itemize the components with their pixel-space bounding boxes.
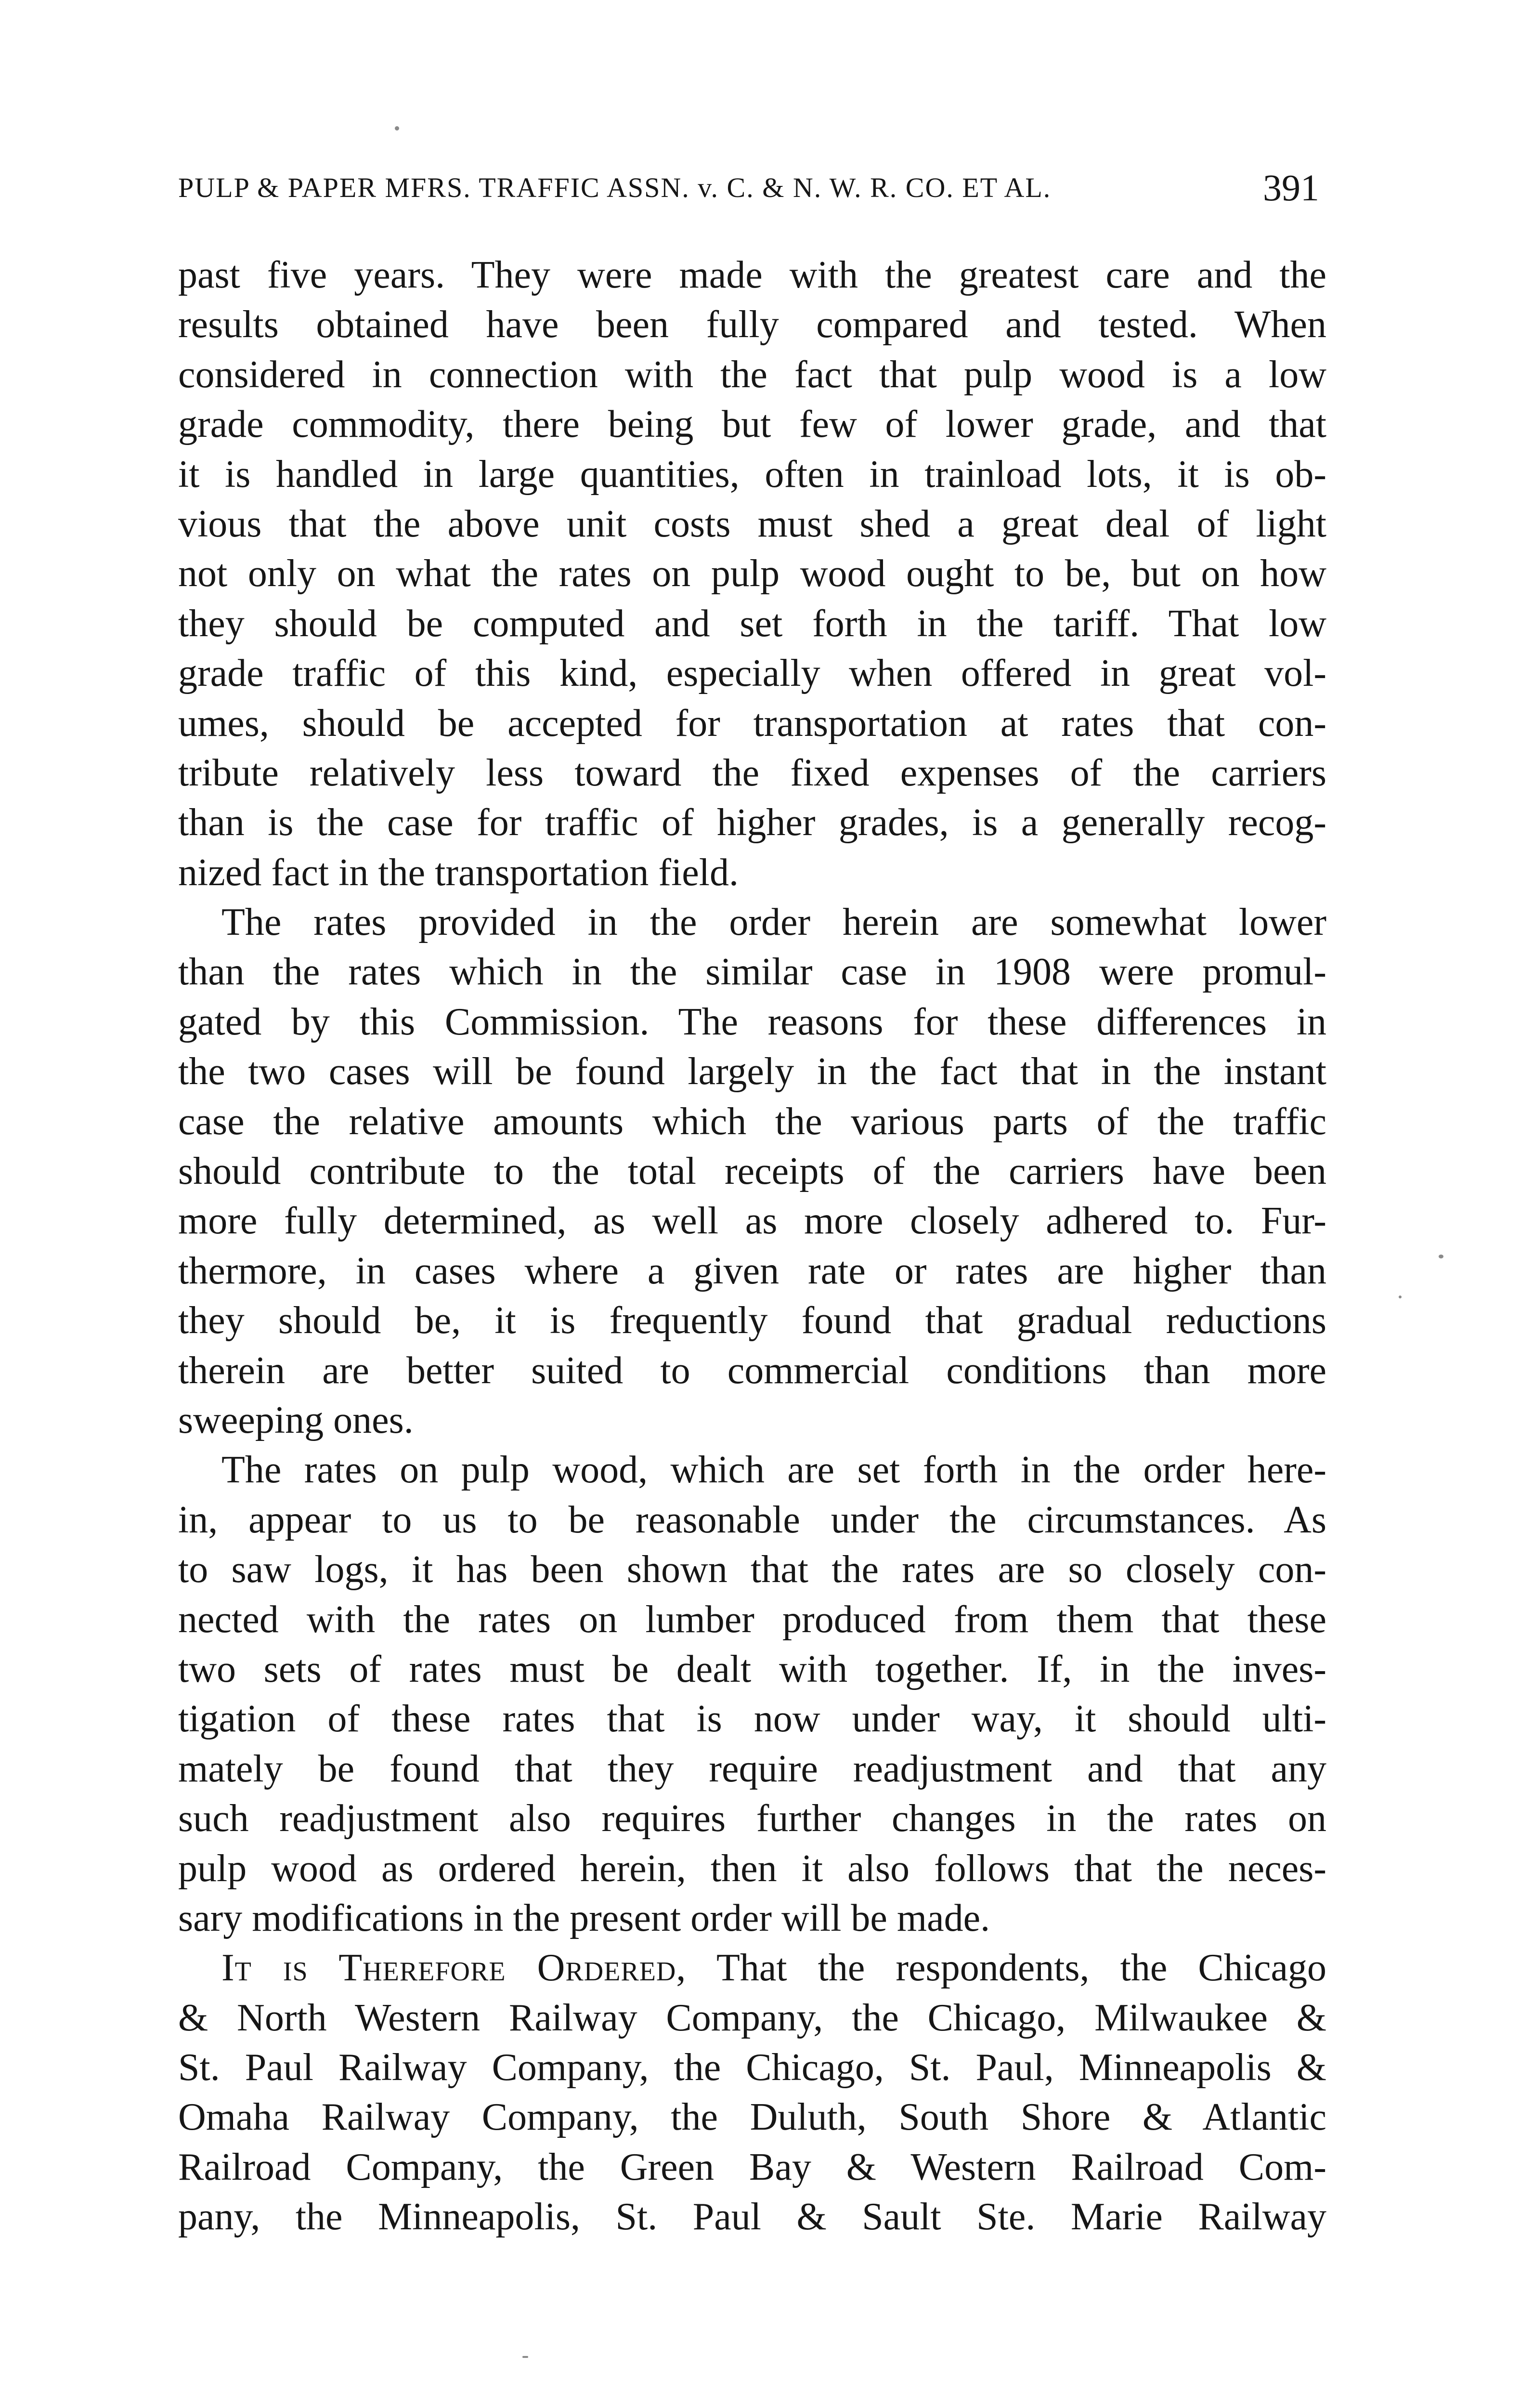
text-line: St. Paul Railway Company, the Chicago, St. Paul, Minneapolis & <box>178 2046 1326 2089</box>
text-line: pulp wood as ordered herein, then it also follows that the neces- <box>178 1847 1326 1890</box>
text-line: in, appear to us to be reasonable under the circumstances. As <box>178 1498 1326 1541</box>
text-line: past five years. They were made with the greatest care and the <box>178 254 1326 296</box>
page-number: 391 <box>1263 167 1319 209</box>
text-line: nected with the rates on lumber produced from them that these <box>178 1598 1326 1641</box>
text-line: should contribute to the total receipts of the carriers have been <box>178 1150 1326 1193</box>
text-line: the two cases will be found largely in the fact that in the instant <box>178 1050 1326 1093</box>
text-line: sary modifications in the present order will be made. <box>178 1897 990 1939</box>
text-line: grade traffic of this kind, especially when offered in great vol- <box>178 652 1326 695</box>
text-line: two sets of rates must be dealt with together. If, in the inves- <box>178 1648 1326 1690</box>
text-line: pany, the Minneapolis, St. Paul & Sault Ste. Marie Railway <box>178 2196 1326 2238</box>
text-line: they should be computed and set forth in the tariff. That low <box>178 602 1326 645</box>
order-text: That the respondents, the Chicago <box>716 1947 1326 1989</box>
text-line: umes, should be accepted for transportation at rates that con- <box>178 702 1326 745</box>
text-line: considered in connection with the fact that pulp wood is a low <box>178 353 1326 396</box>
text-line: results obtained have been fully compared and tested. When <box>178 303 1326 346</box>
text-line: to saw logs, it has been shown that the rates are so closely con- <box>178 1548 1326 1591</box>
text-line: case the relative amounts which the various parts of the traffic <box>178 1100 1326 1143</box>
text-line: Omaha Railway Company, the Duluth, South Shore & Atlantic <box>178 2096 1326 2139</box>
text-line: gated by this Commission. The reasons for these differences in <box>178 1000 1326 1043</box>
scan-speck <box>1439 1255 1443 1258</box>
scan-speck <box>1399 1296 1402 1298</box>
text-line: therein are better suited to commercial conditions than more <box>178 1349 1326 1392</box>
text-line: they should be, it is frequently found that gradual reductions <box>178 1299 1326 1342</box>
running-header <box>178 159 1319 217</box>
text-line: tigation of these rates that is now under way, it should ulti- <box>178 1698 1326 1741</box>
scan-speck <box>522 2356 528 2358</box>
text-line: thermore, in cases where a given rate or rates are higher than <box>178 1249 1326 1292</box>
text-line: vious that the above unit costs must shed a great deal of light <box>178 502 1326 545</box>
scan-speck <box>395 126 399 131</box>
text-line: not only on what the rates on pulp wood ought to be, but on how <box>178 552 1326 595</box>
paragraph-start-line: The rates provided in the order herein are somewhat lower <box>221 901 1326 944</box>
text-line: than the rates which in the similar case in 1908 were promul- <box>178 951 1326 994</box>
text-line: grade commodity, there being but few of lower grade, and that <box>178 403 1326 446</box>
running-title: PULP & PAPER MFRS. TRAFFIC ASSN. v. C. & N. W. R. CO. ET AL. <box>178 172 1052 203</box>
paragraph-start-line: The rates on pulp wood, which are set forth in the order here- <box>221 1449 1326 1492</box>
text-line: sweeping ones. <box>178 1399 414 1441</box>
text-line: & North Western Railway Company, the Chicago, Milwaukee & <box>178 1996 1326 2039</box>
text-line: than is the case for traffic of higher grades, is a generally recog- <box>178 801 1326 844</box>
order-lead-phrase: It is Therefore Ordered, <box>221 1947 687 1989</box>
text-line: mately be found that they require readjustment and that any <box>178 1747 1326 1790</box>
text-line: Railroad Company, the Green Bay & Western Railroad Com- <box>178 2146 1326 2188</box>
body-text <box>178 250 1326 2242</box>
text-line: more fully determined, as well as more closely adhered to. Fur- <box>178 1200 1326 1243</box>
text-line: it is handled in large quantities, often in trainload lots, it is ob- <box>178 453 1326 496</box>
text-line: such readjustment also requires further changes in the rates on <box>178 1797 1326 1840</box>
text-line: nized fact in the transportation field. <box>178 851 739 894</box>
text-line: tribute relatively less toward the fixed expenses of the carriers <box>178 751 1326 794</box>
order-paragraph-start-line <box>178 1943 1326 1993</box>
